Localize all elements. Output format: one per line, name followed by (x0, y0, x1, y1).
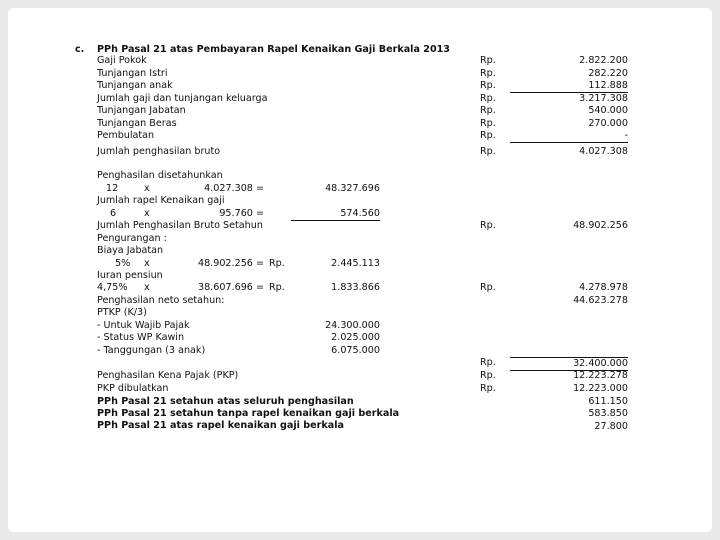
pph-tanpa-rapel-label: PPh Pasal 21 setahun tanpa rapel kenaikan gaji berkala (97, 408, 400, 419)
gaji-pokok-value: 2.822.200 (579, 55, 628, 66)
jumlah-gaji-label: Jumlah gaji dan tunjangan keluarga (97, 93, 268, 104)
tunj-anak-value: 112.888 (510, 80, 628, 93)
disetahunkan-label: Penghasilan disetahunkan (97, 170, 223, 181)
jumlah-gaji-value: 3.217.308 (579, 93, 628, 104)
pph-rapel-value: 27.800 (594, 421, 628, 432)
pkp-dibulatkan-label: PKP dibulatkan (97, 383, 169, 394)
neto-label: Penghasilan neto setahun: (97, 295, 225, 306)
currency-label: Rp. (269, 258, 285, 269)
row2-amount: 95.760 = (219, 208, 264, 219)
ptkp-kawin-value: 2.025.000 (331, 332, 380, 343)
ptkp-wp-value: 24.300.000 (325, 320, 380, 331)
tunj-beras-value: 270.000 (588, 118, 628, 129)
iuran-pct: 4,75% (97, 282, 128, 293)
currency-label: Rp. (480, 118, 496, 129)
currency-label: Rp. (480, 357, 496, 368)
row1-result: 48.327.696 (325, 183, 380, 194)
row1-x: x (144, 183, 150, 194)
pkp-value: 12.223.278 (573, 370, 628, 381)
row2-result: 574.560 (291, 208, 380, 221)
bruto-label: Jumlah penghasilan bruto (97, 146, 221, 157)
biaya-amount: 48.902.256 = (197, 258, 264, 269)
biaya-pct: 5% (115, 258, 131, 269)
biaya-result: 2.445.113 (331, 258, 380, 269)
currency-label: Rp. (480, 220, 496, 231)
pph-rapel-label: PPh Pasal 21 atas rapel kenaikan gaji berkala (97, 420, 345, 431)
ptkp-tanggungan-value: 6.075.000 (331, 345, 380, 356)
pph-seluruh-label: PPh Pasal 21 setahun atas seluruh penghasilan (97, 396, 354, 407)
bruto-setahun-label: Jumlah Penghasilan Bruto Setahun (97, 220, 263, 231)
pengurangan-label: Pengurangan : (97, 233, 167, 244)
slide-card (8, 8, 712, 532)
pkp-dibulatkan-value: 12.223.000 (573, 383, 628, 394)
ptkp-wp-label: - Untuk Wajib Pajak (97, 320, 190, 331)
tunj-istri-label: Tunjangan Istri (97, 68, 168, 79)
currency-label: Rp. (480, 80, 496, 91)
currency-label: Rp. (480, 68, 496, 79)
pph-seluruh-value: 611.150 (588, 396, 628, 407)
bruto-value: 4.027.308 (579, 146, 628, 157)
section-letter: c. (75, 44, 85, 55)
ptkp-total: 32.400.000 (510, 358, 628, 371)
iuran-amount: 38.607.696 = (197, 282, 264, 293)
iuran-pensiun-label: Iuran pensiun (97, 270, 163, 281)
rapel-label: Jumlah rapel Kenaikan gaji (97, 195, 225, 206)
biaya-x: x (144, 258, 150, 269)
pembulatan-label: Pembulatan (97, 130, 155, 141)
biaya-jabatan-label: Biaya Jabatan (97, 245, 164, 256)
row1-amount: 4.027.308 = (204, 183, 264, 194)
gaji-pokok-label: Gaji Pokok (97, 55, 147, 66)
pengurangan-total: 4.278.978 (579, 282, 628, 293)
currency-label: Rp. (480, 105, 496, 116)
row2-mult: 6 (110, 208, 117, 219)
currency-label: Rp. (269, 282, 285, 293)
currency-label: Rp. (480, 370, 496, 381)
iuran-x: x (144, 282, 150, 293)
currency-label: Rp. (480, 383, 496, 394)
tunj-anak-label: Tunjangan anak (97, 80, 173, 91)
row2-x: x (144, 208, 150, 219)
tunj-beras-label: Tunjangan Beras (97, 118, 177, 129)
tunj-jabatan-label: Tunjangan Jabatan (97, 105, 186, 116)
tunj-istri-value: 282.220 (588, 68, 628, 79)
currency-label: Rp. (480, 146, 496, 157)
row1-mult: 12 (106, 183, 119, 194)
neto-value: 44.623.278 (573, 295, 628, 306)
currency-label: Rp. (480, 282, 496, 293)
pph-tanpa-rapel-value: 583.850 (588, 408, 628, 419)
currency-label: Rp. (480, 93, 496, 104)
bruto-setahun-value: 48.902.256 (573, 220, 628, 231)
ptkp-tanggungan-label: - Tanggungan (3 anak) (97, 345, 206, 356)
pembulatan-value: - (510, 130, 628, 143)
ptkp-kawin-label: - Status WP Kawin (97, 332, 185, 343)
section-title: PPh Pasal 21 atas Pembayaran Rapel Kenaikan Gaji Berkala 2013 (97, 44, 450, 55)
iuran-result: 1.833.866 (331, 282, 380, 293)
currency-label: Rp. (480, 55, 496, 66)
tunj-jabatan-value: 540.000 (588, 105, 628, 116)
ptkp-label: PTKP (K/3) (97, 307, 147, 318)
pkp-label: Penghasilan Kena Pajak (PKP) (97, 370, 239, 381)
currency-label: Rp. (480, 130, 496, 141)
